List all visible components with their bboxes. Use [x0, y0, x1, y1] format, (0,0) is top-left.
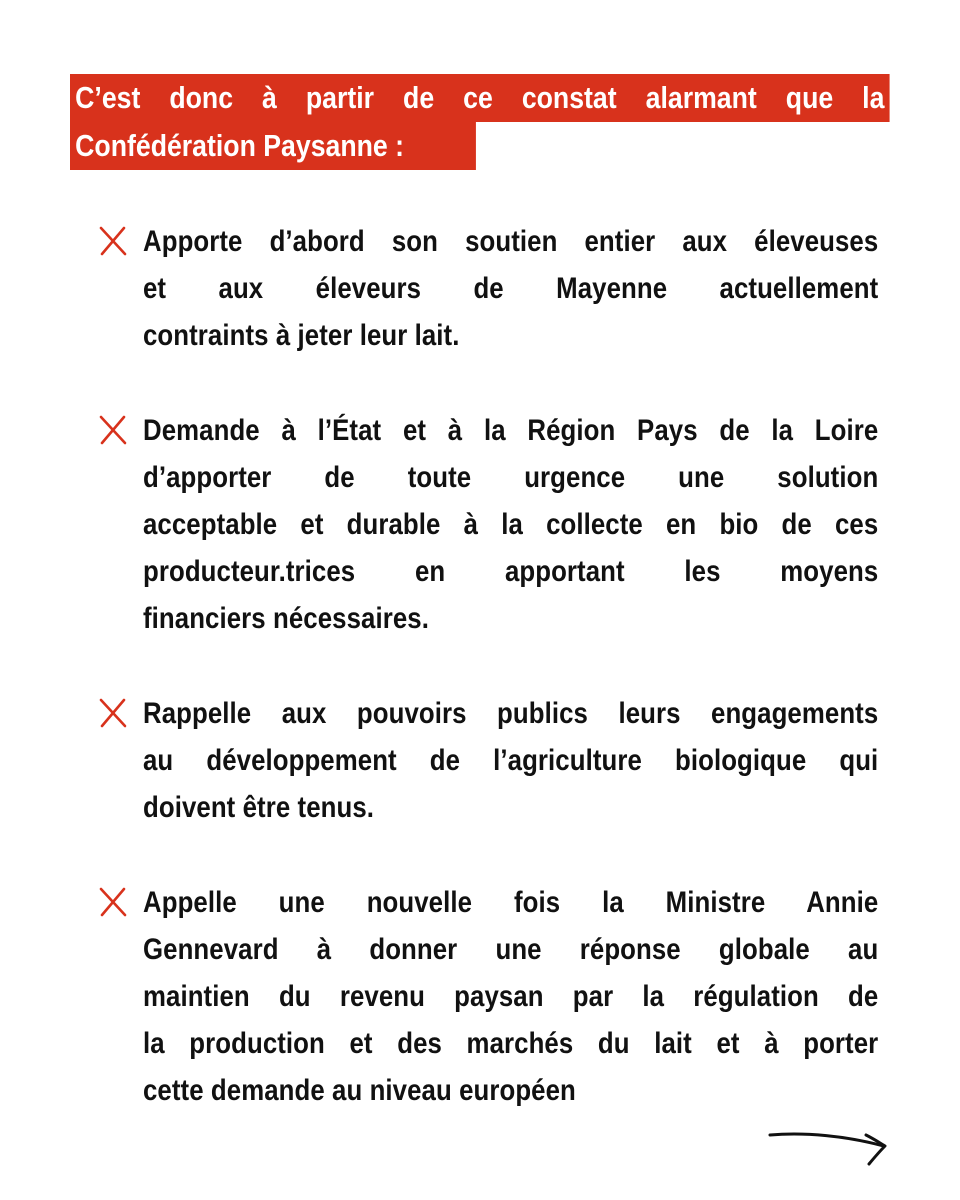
item-text-line: la production et des marchés du lait et à porter: [143, 1027, 879, 1060]
demands-list: [98, 218, 888, 1114]
item-text-line: financiers nécessaires.: [143, 602, 429, 635]
headline-line-2: Confédération Paysanne :: [70, 122, 476, 170]
item-text-line: et aux éleveurs de Mayenne actuellement: [143, 272, 879, 305]
cross-icon: [98, 887, 128, 917]
item-text-line: Appelle une nouvelle fois la Ministre Annie: [143, 886, 879, 919]
headline-banner: [70, 74, 890, 170]
item-text-line: producteur.trices en apportant les moyens: [143, 555, 879, 588]
item-text-line: Apporte d’abord son soutien entier aux éleveuses: [143, 225, 879, 258]
item-text-line: contraints à jeter leur lait.: [143, 319, 460, 352]
list-item: [98, 879, 888, 1114]
cross-icon: [98, 415, 128, 445]
item-text-line: au développement de l’agriculture biologique qui: [143, 744, 879, 777]
list-item: [98, 407, 888, 642]
item-text-line: doivent être tenus.: [143, 791, 375, 824]
item-text-line: maintien du revenu paysan par la régulation de: [143, 980, 879, 1013]
cross-icon: [98, 698, 128, 728]
item-text-line: acceptable et durable à la collecte en bio de ces: [143, 508, 879, 541]
item-text-line: Rappelle aux pouvoirs publics leurs engagements: [143, 697, 879, 730]
list-item: [98, 218, 888, 359]
item-text-line: cette demande au niveau européen: [143, 1074, 576, 1107]
item-text-line: d’apporter de toute urgence une solution: [143, 461, 879, 494]
list-item: [98, 690, 888, 831]
item-text-line: Demande à l’État et à la Région Pays de la Loire: [143, 414, 879, 447]
item-text-line: Gennevard à donner une réponse globale au: [143, 933, 879, 966]
cross-icon: [98, 226, 128, 256]
arrow-right-icon[interactable]: [766, 1126, 890, 1168]
headline-line-1: C’est donc à partir de ce constat alarmant que la: [70, 74, 890, 122]
